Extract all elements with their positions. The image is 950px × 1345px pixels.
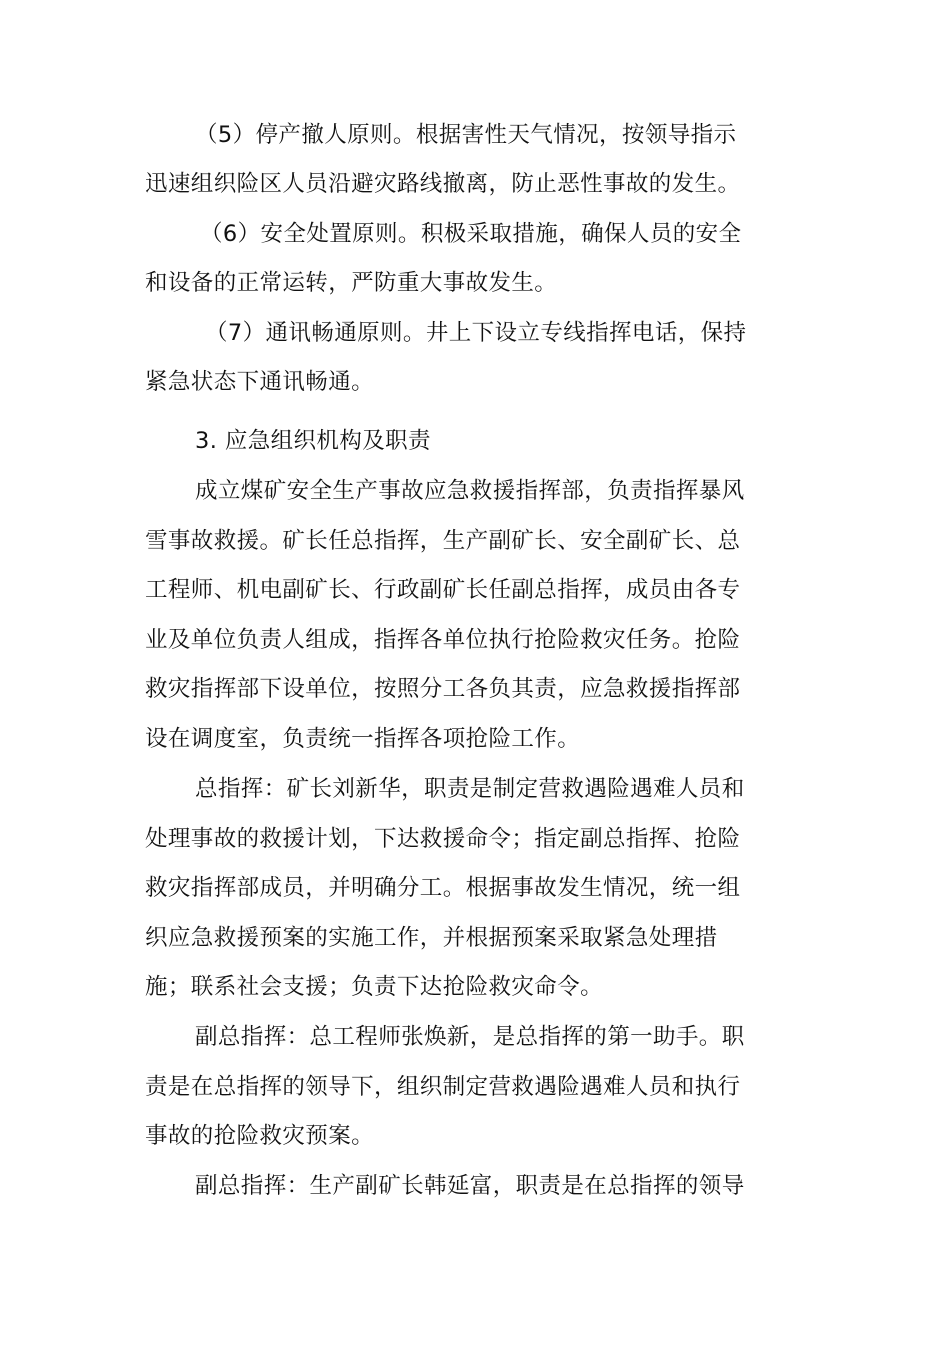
deputy-1-paragraph-line-1: 副总指挥：总工程师张焕新，是总指挥的第一助手。职 bbox=[195, 1024, 745, 1050]
org-paragraph-line-6: 设在调度室，负责统一指挥各项抢险工作。 bbox=[145, 726, 581, 752]
paragraph-5-line-2: 迅速组织险区人员沿避灾路线撤离，防止恶性事故的发生。 bbox=[145, 171, 741, 197]
commander-paragraph-line-2: 处理事故的救援计划，下达救援命令；指定副总指挥、抢险 bbox=[145, 826, 741, 852]
paragraph-6-line-1: （6）安全处置原则。积极采取措施，确保人员的安全 bbox=[200, 221, 742, 247]
paragraph-7-line-1: （7）通讯畅通原则。井上下设立专线指挥电话，保持 bbox=[205, 320, 747, 346]
org-paragraph-line-2: 雪事故救援。矿长任总指挥，生产副矿长、安全副矿长、总 bbox=[145, 528, 741, 554]
deputy-1-paragraph-line-3: 事故的抢险救灾预案。 bbox=[145, 1123, 375, 1149]
org-paragraph-line-1: 成立煤矿安全生产事故应急救援指挥部，负责指挥暴风 bbox=[195, 478, 745, 504]
commander-paragraph-line-5: 施；联系社会支援；负责下达抢险救灾命令。 bbox=[145, 974, 604, 1000]
section-heading: 3. 应急组织机构及职责 bbox=[195, 428, 431, 454]
org-paragraph-line-4: 业及单位负责人组成，指挥各单位执行抢险救灾任务。抢险 bbox=[145, 627, 741, 653]
org-paragraph-line-5: 救灾指挥部下设单位，按照分工各负其责，应急救援指挥部 bbox=[145, 676, 741, 702]
deputy-1-paragraph-line-2: 责是在总指挥的领导下，组织制定营救遇险遇难人员和执行 bbox=[145, 1074, 741, 1100]
deputy-2-paragraph-line-1: 副总指挥：生产副矿长韩延富，职责是在总指挥的领导 bbox=[195, 1173, 745, 1199]
paragraph-6-line-2: 和设备的正常运转，严防重大事故发生。 bbox=[145, 270, 558, 296]
org-paragraph-line-3: 工程师、机电副矿长、行政副矿长任副总指挥，成员由各专 bbox=[145, 577, 741, 603]
commander-paragraph-line-4: 织应急救援预案的实施工作，并根据预案采取紧急处理措 bbox=[145, 925, 718, 951]
commander-paragraph-line-1: 总指挥：矿长刘新华，职责是制定营救遇险遇难人员和 bbox=[195, 776, 745, 802]
paragraph-5-line-1: （5）停产撤人原则。根据害性天气情况，按领导指示 bbox=[195, 122, 737, 148]
commander-paragraph-line-3: 救灾指挥部成员，并明确分工。根据事故发生情况，统一组 bbox=[145, 875, 741, 901]
paragraph-7-line-2: 紧急状态下通讯畅通。 bbox=[145, 369, 375, 395]
